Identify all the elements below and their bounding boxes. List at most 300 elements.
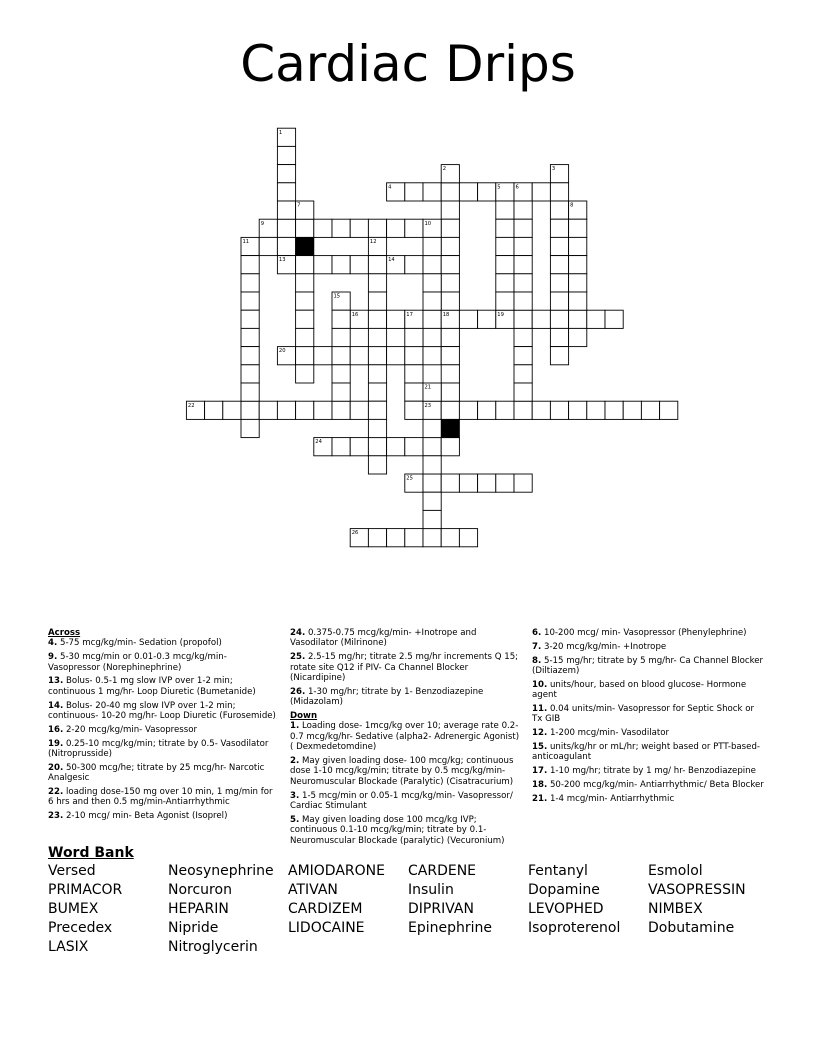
grid-cell[interactable] xyxy=(423,328,441,346)
grid-cell[interactable] xyxy=(441,365,459,383)
clue-heading: Across xyxy=(48,628,81,638)
black-cell xyxy=(441,419,459,437)
grid-cell[interactable] xyxy=(569,328,587,346)
grid-cell[interactable] xyxy=(296,219,314,237)
grid-cell[interactable] xyxy=(441,237,459,255)
grid-cell[interactable] xyxy=(405,383,423,401)
clue-text: 5-15 mg/hr; titrate by 5 mg/hr- Ca Channel Blocker (Diltiazem) xyxy=(532,655,764,676)
clue-text: 1-200 mcg/min- Vasodilator xyxy=(547,728,670,739)
grid-cell[interactable] xyxy=(514,401,532,419)
clue-num: 22. xyxy=(48,787,64,798)
grid-cell[interactable] xyxy=(241,419,259,437)
clue-text: May given loading dose 100 mcg/kg IVP; continuous 0.1-10 mcg/kg/min; titrate by 0.1- Neuromuscular Blockade (paralytic) (Vecuronium) xyxy=(290,814,505,846)
word-bank-word: BUMEX xyxy=(48,901,99,917)
grid-cell[interactable] xyxy=(514,310,532,328)
word-bank-word: Neosynephrine xyxy=(168,863,274,879)
grid-cell[interactable] xyxy=(314,256,332,274)
grid-cell[interactable] xyxy=(332,347,350,365)
clues-column-1 xyxy=(48,628,280,825)
word-bank-word: Insulin xyxy=(408,882,454,898)
word-bank-word: PRIMACOR xyxy=(48,882,123,898)
clue-text: 1-10 mg/hr; titrate by 1 mg/ hr- Benzodiazepine xyxy=(547,766,756,777)
clue-heading: Down xyxy=(290,711,318,722)
grid-cell[interactable] xyxy=(441,219,459,237)
grid-cell[interactable] xyxy=(259,237,277,255)
word-bank-word: Precedex xyxy=(48,920,113,936)
grid-cell[interactable] xyxy=(241,383,259,401)
clue-number: 24 xyxy=(315,439,322,446)
grid-cell[interactable] xyxy=(350,347,368,365)
clue-number: 14 xyxy=(388,257,395,264)
clue-num: 2. xyxy=(290,756,300,767)
clue-text: Loading dose- 1mcg/kg over 10; average rate 0.2-0.7 mcg/kg/hr- Sedative (alpha2- Adrenergic Agonist) ( Dexmedetomdine) xyxy=(290,721,520,753)
grid-cell[interactable] xyxy=(569,219,587,237)
grid-cell[interactable] xyxy=(314,401,332,419)
grid-cell[interactable] xyxy=(569,292,587,310)
grid-cell[interactable] xyxy=(532,401,550,419)
grid-cell[interactable] xyxy=(368,529,386,547)
clue-item xyxy=(48,811,280,821)
grid-cell[interactable] xyxy=(423,438,441,456)
clue-item xyxy=(48,638,280,648)
grid-cell[interactable] xyxy=(314,219,332,237)
grid-cell[interactable] xyxy=(350,401,368,419)
grid-cell[interactable] xyxy=(514,237,532,255)
grid-cell[interactable] xyxy=(332,438,350,456)
clue-num: 18. xyxy=(532,780,548,790)
clue-number: 18 xyxy=(442,311,450,318)
grid-cell[interactable] xyxy=(496,401,514,419)
grid-cell[interactable] xyxy=(368,456,386,474)
grid-cell[interactable] xyxy=(277,401,295,419)
word-bank-word: DIPRIVAN xyxy=(408,901,474,917)
clue-number: 3 xyxy=(551,166,556,173)
clue-text: 1-4 mcg/min- Antiarrhythmic xyxy=(547,793,675,804)
clue-text: units/kg/hr or mL/hr; weight based or PTT-based- anticoagulant xyxy=(532,742,760,763)
grid-cell[interactable] xyxy=(350,219,368,237)
grid-cell[interactable] xyxy=(296,401,314,419)
word-bank-word: VASOPRESSIN xyxy=(648,882,746,898)
word-bank-word: Versed xyxy=(48,863,96,879)
clue-number: 10 xyxy=(424,220,432,227)
clue-text: 5-30 mcg/min or 0.01-0.3 mcg/kg/min- Vasopressor (Norephinephrine) xyxy=(48,652,227,673)
word-bank-word: CARDENE xyxy=(408,863,477,879)
grid-cell[interactable] xyxy=(605,310,623,328)
word-bank-word: NIMBEX xyxy=(648,901,703,917)
clue-item xyxy=(532,780,764,790)
grid-cell[interactable] xyxy=(223,401,241,419)
grid-cell[interactable] xyxy=(478,183,496,201)
word-bank-column xyxy=(648,862,768,938)
clue-text: 2-20 mcg/kg/min- Vasopressor xyxy=(63,724,198,735)
clue-item xyxy=(48,739,280,760)
word-bank-word: Dopamine xyxy=(528,882,600,898)
grid-cell[interactable] xyxy=(459,474,477,492)
grid-cell[interactable] xyxy=(550,328,568,346)
grid-cell[interactable] xyxy=(314,347,332,365)
grid-cell[interactable] xyxy=(478,401,496,419)
grid-cell[interactable] xyxy=(205,401,223,419)
clue-item xyxy=(290,628,522,649)
grid-cell[interactable] xyxy=(459,529,477,547)
clue-num: 26. xyxy=(290,686,306,697)
clue-number: 15 xyxy=(333,293,341,300)
grid-cell[interactable] xyxy=(478,474,496,492)
clue-item xyxy=(290,652,522,683)
clue-number: 8 xyxy=(570,202,574,209)
clue-num: 14. xyxy=(48,700,64,711)
word-bank-word: Dobutamine xyxy=(648,920,735,936)
clue-number: 22 xyxy=(187,402,195,409)
grid-cell[interactable] xyxy=(605,401,623,419)
grid-cell[interactable] xyxy=(550,237,568,255)
grid-cell[interactable] xyxy=(478,310,496,328)
grid-cell[interactable] xyxy=(459,310,477,328)
clue-number: 16 xyxy=(351,311,359,318)
grid-cell[interactable] xyxy=(496,219,514,237)
grid-cell[interactable] xyxy=(241,292,259,310)
word-bank-column xyxy=(288,862,408,938)
clue-item xyxy=(532,766,764,776)
grid-cell[interactable] xyxy=(387,438,405,456)
grid-cell[interactable] xyxy=(405,219,423,237)
grid-cell[interactable] xyxy=(441,438,459,456)
grid-cell[interactable] xyxy=(296,310,314,328)
grid-cell[interactable] xyxy=(277,183,295,201)
grid-cell[interactable] xyxy=(514,365,532,383)
grid-cell[interactable] xyxy=(241,328,259,346)
grid-cell[interactable] xyxy=(441,347,459,365)
clue-num: 6. xyxy=(532,628,542,638)
grid-cell[interactable] xyxy=(241,310,259,328)
clue-num: 19. xyxy=(48,738,64,749)
grid-cell[interactable] xyxy=(405,365,423,383)
grid-cell[interactable] xyxy=(241,347,259,365)
grid-cell[interactable] xyxy=(459,401,477,419)
word-bank-word: Isoproterenol xyxy=(528,920,621,936)
clue-num: 10. xyxy=(532,679,548,690)
clue-item xyxy=(48,701,280,722)
grid-cell[interactable] xyxy=(441,474,459,492)
word-bank-word: Nitroglycerin xyxy=(168,939,258,955)
grid-cell[interactable] xyxy=(514,474,532,492)
clue-num: 12. xyxy=(532,728,548,739)
grid-cell[interactable] xyxy=(296,347,314,365)
clue-number: 26 xyxy=(351,530,359,537)
grid-cell[interactable] xyxy=(569,310,587,328)
grid-cell[interactable] xyxy=(241,256,259,274)
grid-cell[interactable] xyxy=(241,365,259,383)
clue-item xyxy=(532,742,764,763)
word-bank-word: ATIVAN xyxy=(288,882,338,898)
grid-cell[interactable] xyxy=(496,474,514,492)
clue-num: 4. xyxy=(48,638,58,649)
grid-cell[interactable] xyxy=(423,456,441,474)
clue-number: 7 xyxy=(297,202,301,209)
grid-cell[interactable] xyxy=(550,401,568,419)
clue-text: May given loading dose- 100 mcg/kg; continuous dose 1-10 mcg/kg/min; titrate by 0.5 mcg/kg/min- Neuromuscular Blockade (Paralytic) (Cisatracurium) xyxy=(290,756,514,787)
grid-cell[interactable] xyxy=(569,237,587,255)
clue-num: 11. xyxy=(532,704,548,714)
word-bank-column xyxy=(528,862,648,938)
grid-cell[interactable] xyxy=(441,529,459,547)
grid-cell[interactable] xyxy=(277,237,295,255)
grid-cell[interactable] xyxy=(332,401,350,419)
grid-cell[interactable] xyxy=(368,438,386,456)
grid-cell[interactable] xyxy=(441,274,459,292)
clue-item xyxy=(290,791,522,812)
page-title: Cardiac Drips xyxy=(240,35,576,93)
grid-cell[interactable] xyxy=(550,183,568,201)
grid-cell[interactable] xyxy=(332,365,350,383)
grid-cell[interactable] xyxy=(405,401,423,419)
grid-cell[interactable] xyxy=(405,328,423,346)
grid-cell[interactable] xyxy=(514,383,532,401)
grid-cell[interactable] xyxy=(550,219,568,237)
grid-cell[interactable] xyxy=(423,310,441,328)
grid-cell[interactable] xyxy=(569,256,587,274)
grid-cell[interactable] xyxy=(277,165,295,183)
grid-cell[interactable] xyxy=(332,219,350,237)
grid-cell[interactable] xyxy=(368,383,386,401)
clue-num: 13. xyxy=(48,676,64,687)
grid-cell[interactable] xyxy=(368,274,386,292)
clue-number: 12 xyxy=(369,239,377,245)
grid-cell[interactable] xyxy=(532,183,550,201)
grid-cell[interactable] xyxy=(387,219,405,237)
grid-cell[interactable] xyxy=(350,256,368,274)
grid-cell[interactable] xyxy=(423,347,441,365)
clues-column-2 xyxy=(290,628,522,849)
grid-cell[interactable] xyxy=(496,201,514,219)
grid-cell[interactable] xyxy=(423,510,441,528)
grid-cell[interactable] xyxy=(368,310,386,328)
clue-item xyxy=(290,687,522,708)
clue-number: 9 xyxy=(260,220,265,227)
clue-number: 21 xyxy=(424,384,432,391)
grid-cell[interactable] xyxy=(660,401,678,419)
grid-cell[interactable] xyxy=(532,310,550,328)
grid-cell[interactable] xyxy=(405,183,423,201)
grid-cell[interactable] xyxy=(441,383,459,401)
clue-num: 9. xyxy=(48,652,58,663)
clue-item xyxy=(532,628,764,638)
word-bank-column xyxy=(408,862,528,938)
clue-text: Bolus- 20-40 mg slow IVP over 1-2 min; continuous- 10-20 mg/hr- Loop Diuretic (Furosemide) xyxy=(48,700,276,722)
word-bank-word: Esmolol xyxy=(648,863,703,879)
clue-text: 50-300 mcg/he; titrate by 25 mcg/hr- Narcotic Analgesic xyxy=(48,762,265,784)
grid-cell[interactable] xyxy=(296,328,314,346)
clue-num: 20. xyxy=(48,762,64,773)
grid-cell[interactable] xyxy=(277,219,295,237)
grid-cell[interactable] xyxy=(423,419,441,437)
grid-cell[interactable] xyxy=(569,274,587,292)
clue-item xyxy=(290,756,522,787)
grid-cell[interactable] xyxy=(332,383,350,401)
grid-cell[interactable] xyxy=(259,401,277,419)
grid-cell[interactable] xyxy=(423,492,441,510)
word-bank-word: CARDIZEM xyxy=(288,901,363,917)
clue-item xyxy=(48,725,280,735)
grid-cell[interactable] xyxy=(368,419,386,437)
grid-cell[interactable] xyxy=(405,256,423,274)
clue-text: 0.04 units/min- Vasopressor for Septic Shock or Tx GIB xyxy=(532,704,755,725)
clue-number: 25 xyxy=(406,475,413,482)
clue-text: 5-75 mcg/kg/min- Sedation (propofol) xyxy=(57,638,222,649)
clue-number: 19 xyxy=(497,311,504,318)
grid-cell[interactable] xyxy=(423,529,441,547)
clues-column-3 xyxy=(532,628,764,808)
clue-num: 24. xyxy=(290,628,306,638)
grid-cell[interactable] xyxy=(296,365,314,383)
grid-cell[interactable] xyxy=(496,237,514,255)
clue-number: 4 xyxy=(388,184,392,191)
word-bank-word: LEVOPHED xyxy=(528,901,604,917)
grid-cell[interactable] xyxy=(514,347,532,365)
clue-text: units/hour, based on blood glucose- Hormone agent xyxy=(532,679,747,701)
grid-cell[interactable] xyxy=(423,292,441,310)
clue-text: 50-200 mcg/kg/min- Antiarrhythmic/ Beta Blocker xyxy=(547,780,764,790)
clue-num: 5. xyxy=(290,814,300,825)
grid-cell[interactable] xyxy=(514,256,532,274)
grid-cell[interactable] xyxy=(423,474,441,492)
grid-cell[interactable] xyxy=(569,401,587,419)
grid-cell[interactable] xyxy=(441,328,459,346)
grid-cell[interactable] xyxy=(368,401,386,419)
grid-cell[interactable] xyxy=(441,256,459,274)
grid-cell[interactable] xyxy=(550,256,568,274)
grid-cell[interactable] xyxy=(423,237,441,255)
clue-number: 2 xyxy=(442,166,447,173)
grid-cell[interactable] xyxy=(641,401,659,419)
clue-text: Bolus- 0.5-1 mg slow IVP over 1-2 min; continuous 1 mg/hr- Loop Diuretic (Bumetanide) xyxy=(48,676,256,697)
clue-item xyxy=(532,794,764,804)
grid-cell[interactable] xyxy=(368,292,386,310)
clue-number: 1 xyxy=(278,129,283,136)
grid-cell[interactable] xyxy=(277,201,295,219)
grid-cell[interactable] xyxy=(332,256,350,274)
grid-cell[interactable] xyxy=(550,274,568,292)
word-bank-word: LASIX xyxy=(48,939,89,955)
grid-cell[interactable] xyxy=(350,438,368,456)
clue-text: 0.375-0.75 mcg/kg/min- +Inotrope and Vasodilator (Milrinone) xyxy=(290,628,477,649)
grid-cell[interactable] xyxy=(296,256,314,274)
grid-cell[interactable] xyxy=(277,146,295,164)
clue-number: 11 xyxy=(242,239,250,245)
clue-item xyxy=(532,728,764,738)
grid-cell[interactable] xyxy=(514,328,532,346)
grid-cell[interactable] xyxy=(587,401,605,419)
clue-text: 1-30 mg/hr; titrate by 1- Benzodiazepine (Midazolam) xyxy=(290,686,484,708)
grid-cell[interactable] xyxy=(368,219,386,237)
clue-num: 17. xyxy=(532,766,548,777)
grid-cell[interactable] xyxy=(441,183,459,201)
word-bank-word: Nipride xyxy=(168,920,219,936)
clue-number: 5 xyxy=(497,184,501,191)
grid-cell[interactable] xyxy=(241,274,259,292)
clue-num: 16. xyxy=(48,724,64,735)
grid-cell[interactable] xyxy=(368,256,386,274)
clue-num: 1. xyxy=(290,721,300,732)
grid-cell[interactable] xyxy=(387,529,405,547)
clue-text: 0.25-10 mcg/kg/min; titrate by 0.5- Vasodilator (Nitroprusside) xyxy=(48,738,269,760)
grid-cell[interactable] xyxy=(514,219,532,237)
clue-num: 21. xyxy=(532,793,548,804)
grid-cell[interactable] xyxy=(405,347,423,365)
grid-cell[interactable] xyxy=(241,401,259,419)
clue-number: 6 xyxy=(515,184,519,191)
clue-item xyxy=(532,642,764,652)
grid-cell[interactable] xyxy=(496,274,514,292)
clue-num: 15. xyxy=(532,742,548,752)
grid-cell[interactable] xyxy=(423,183,441,201)
clue-item xyxy=(48,787,280,808)
grid-cell[interactable] xyxy=(550,310,568,328)
clue-item xyxy=(532,680,764,701)
grid-cell[interactable] xyxy=(496,292,514,310)
clue-item xyxy=(48,676,280,697)
grid-cell[interactable] xyxy=(296,274,314,292)
grid-cell[interactable] xyxy=(368,328,386,346)
grid-cell[interactable] xyxy=(550,347,568,365)
clue-number: 23 xyxy=(424,402,432,409)
grid-cell[interactable] xyxy=(441,401,459,419)
grid-cell[interactable] xyxy=(550,201,568,219)
grid-cell[interactable] xyxy=(387,310,405,328)
clue-text: 10-200 mcg/ min- Vasopressor (Phenylephrine) xyxy=(541,628,747,638)
word-bank-word: Fentanyl xyxy=(528,863,588,879)
grid-cell[interactable] xyxy=(296,292,314,310)
grid-cell[interactable] xyxy=(459,183,477,201)
word-bank-word: LIDOCAINE xyxy=(288,920,365,936)
word-bank-title: Word Bank xyxy=(48,845,134,861)
word-bank-word: Epinephrine xyxy=(408,920,492,936)
grid-cell[interactable] xyxy=(587,310,605,328)
clue-num: 7. xyxy=(532,641,542,652)
clue-number: 13 xyxy=(278,257,286,264)
grid-cell[interactable] xyxy=(405,529,423,547)
word-bank-column xyxy=(48,862,168,957)
clue-text: 2.5-15 mg/hr; titrate 2.5 mg/hr increments Q 15; rotate site Q12 if PIV- Ca Channel Blocker (Nicardipine) xyxy=(290,652,519,684)
clue-num: 25. xyxy=(290,652,306,663)
grid-cell[interactable] xyxy=(514,201,532,219)
clue-item xyxy=(290,721,522,752)
grid-cell[interactable] xyxy=(368,365,386,383)
grid-cell[interactable] xyxy=(332,310,350,328)
grid-cell[interactable] xyxy=(423,274,441,292)
grid-cell[interactable] xyxy=(514,274,532,292)
clue-text: loading dose-150 mg over 10 min, 1 mg/min for 6 hrs and then 0.5 mg/min-Antiarrhythmic xyxy=(48,787,273,808)
grid-cell[interactable] xyxy=(405,438,423,456)
grid-cell[interactable] xyxy=(514,292,532,310)
grid-cell[interactable] xyxy=(441,292,459,310)
grid-cell[interactable] xyxy=(550,292,568,310)
grid-cell[interactable] xyxy=(423,256,441,274)
clue-text: 3-20 mcg/kg/min- +Inotrope xyxy=(541,641,667,652)
black-cell xyxy=(296,237,314,255)
grid-cell[interactable] xyxy=(441,201,459,219)
grid-cell[interactable] xyxy=(368,347,386,365)
grid-cell[interactable] xyxy=(496,256,514,274)
clue-text: 2-10 mcg/ min- Beta Agonist (Isoprel) xyxy=(63,811,228,822)
word-bank-word: AMIODARONE xyxy=(288,863,385,879)
word-bank-column xyxy=(168,862,288,957)
grid-cell[interactable] xyxy=(387,347,405,365)
clue-item xyxy=(532,704,764,725)
clue-text: 1-5 mcg/min or 0.05-1 mcg/kg/min- Vasopressor/ Cardiac Stimulant xyxy=(290,790,513,812)
grid-cell[interactable] xyxy=(623,401,641,419)
grid-cell[interactable] xyxy=(332,328,350,346)
